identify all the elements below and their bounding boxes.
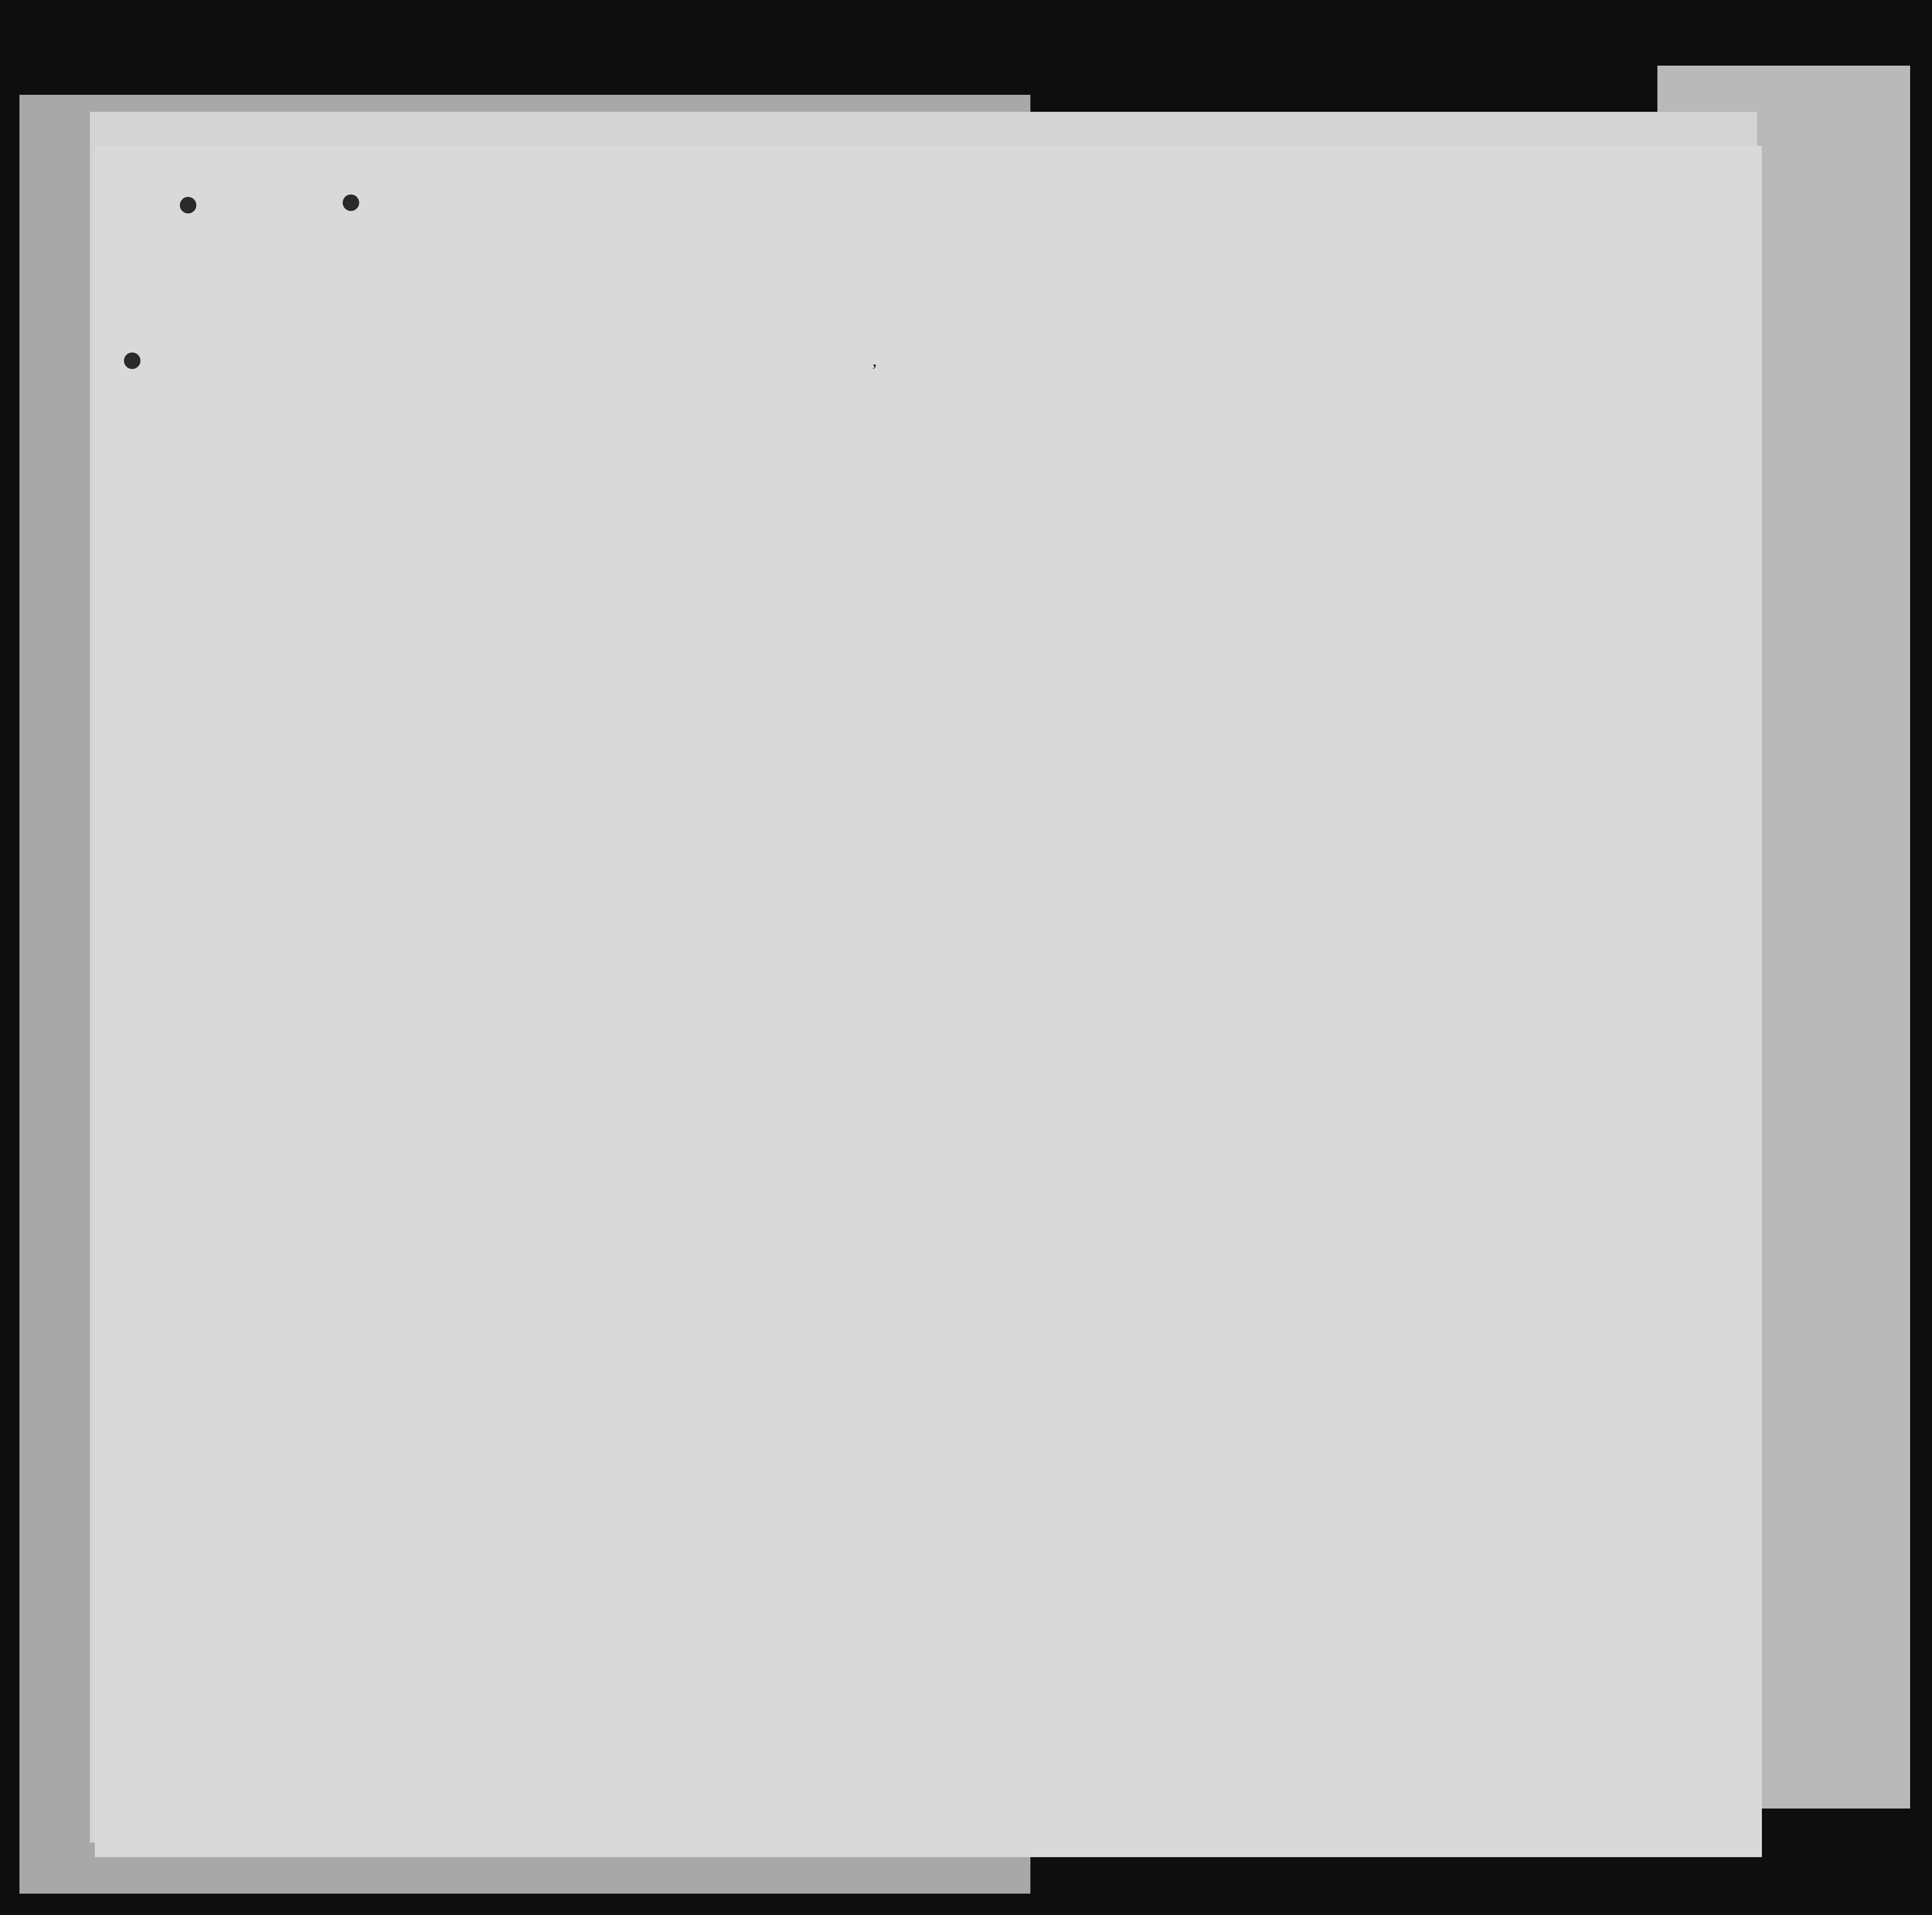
table-grid <box>95 146 1762 1857</box>
manifest-page <box>95 146 1762 1857</box>
separator-comma: , <box>872 351 877 370</box>
